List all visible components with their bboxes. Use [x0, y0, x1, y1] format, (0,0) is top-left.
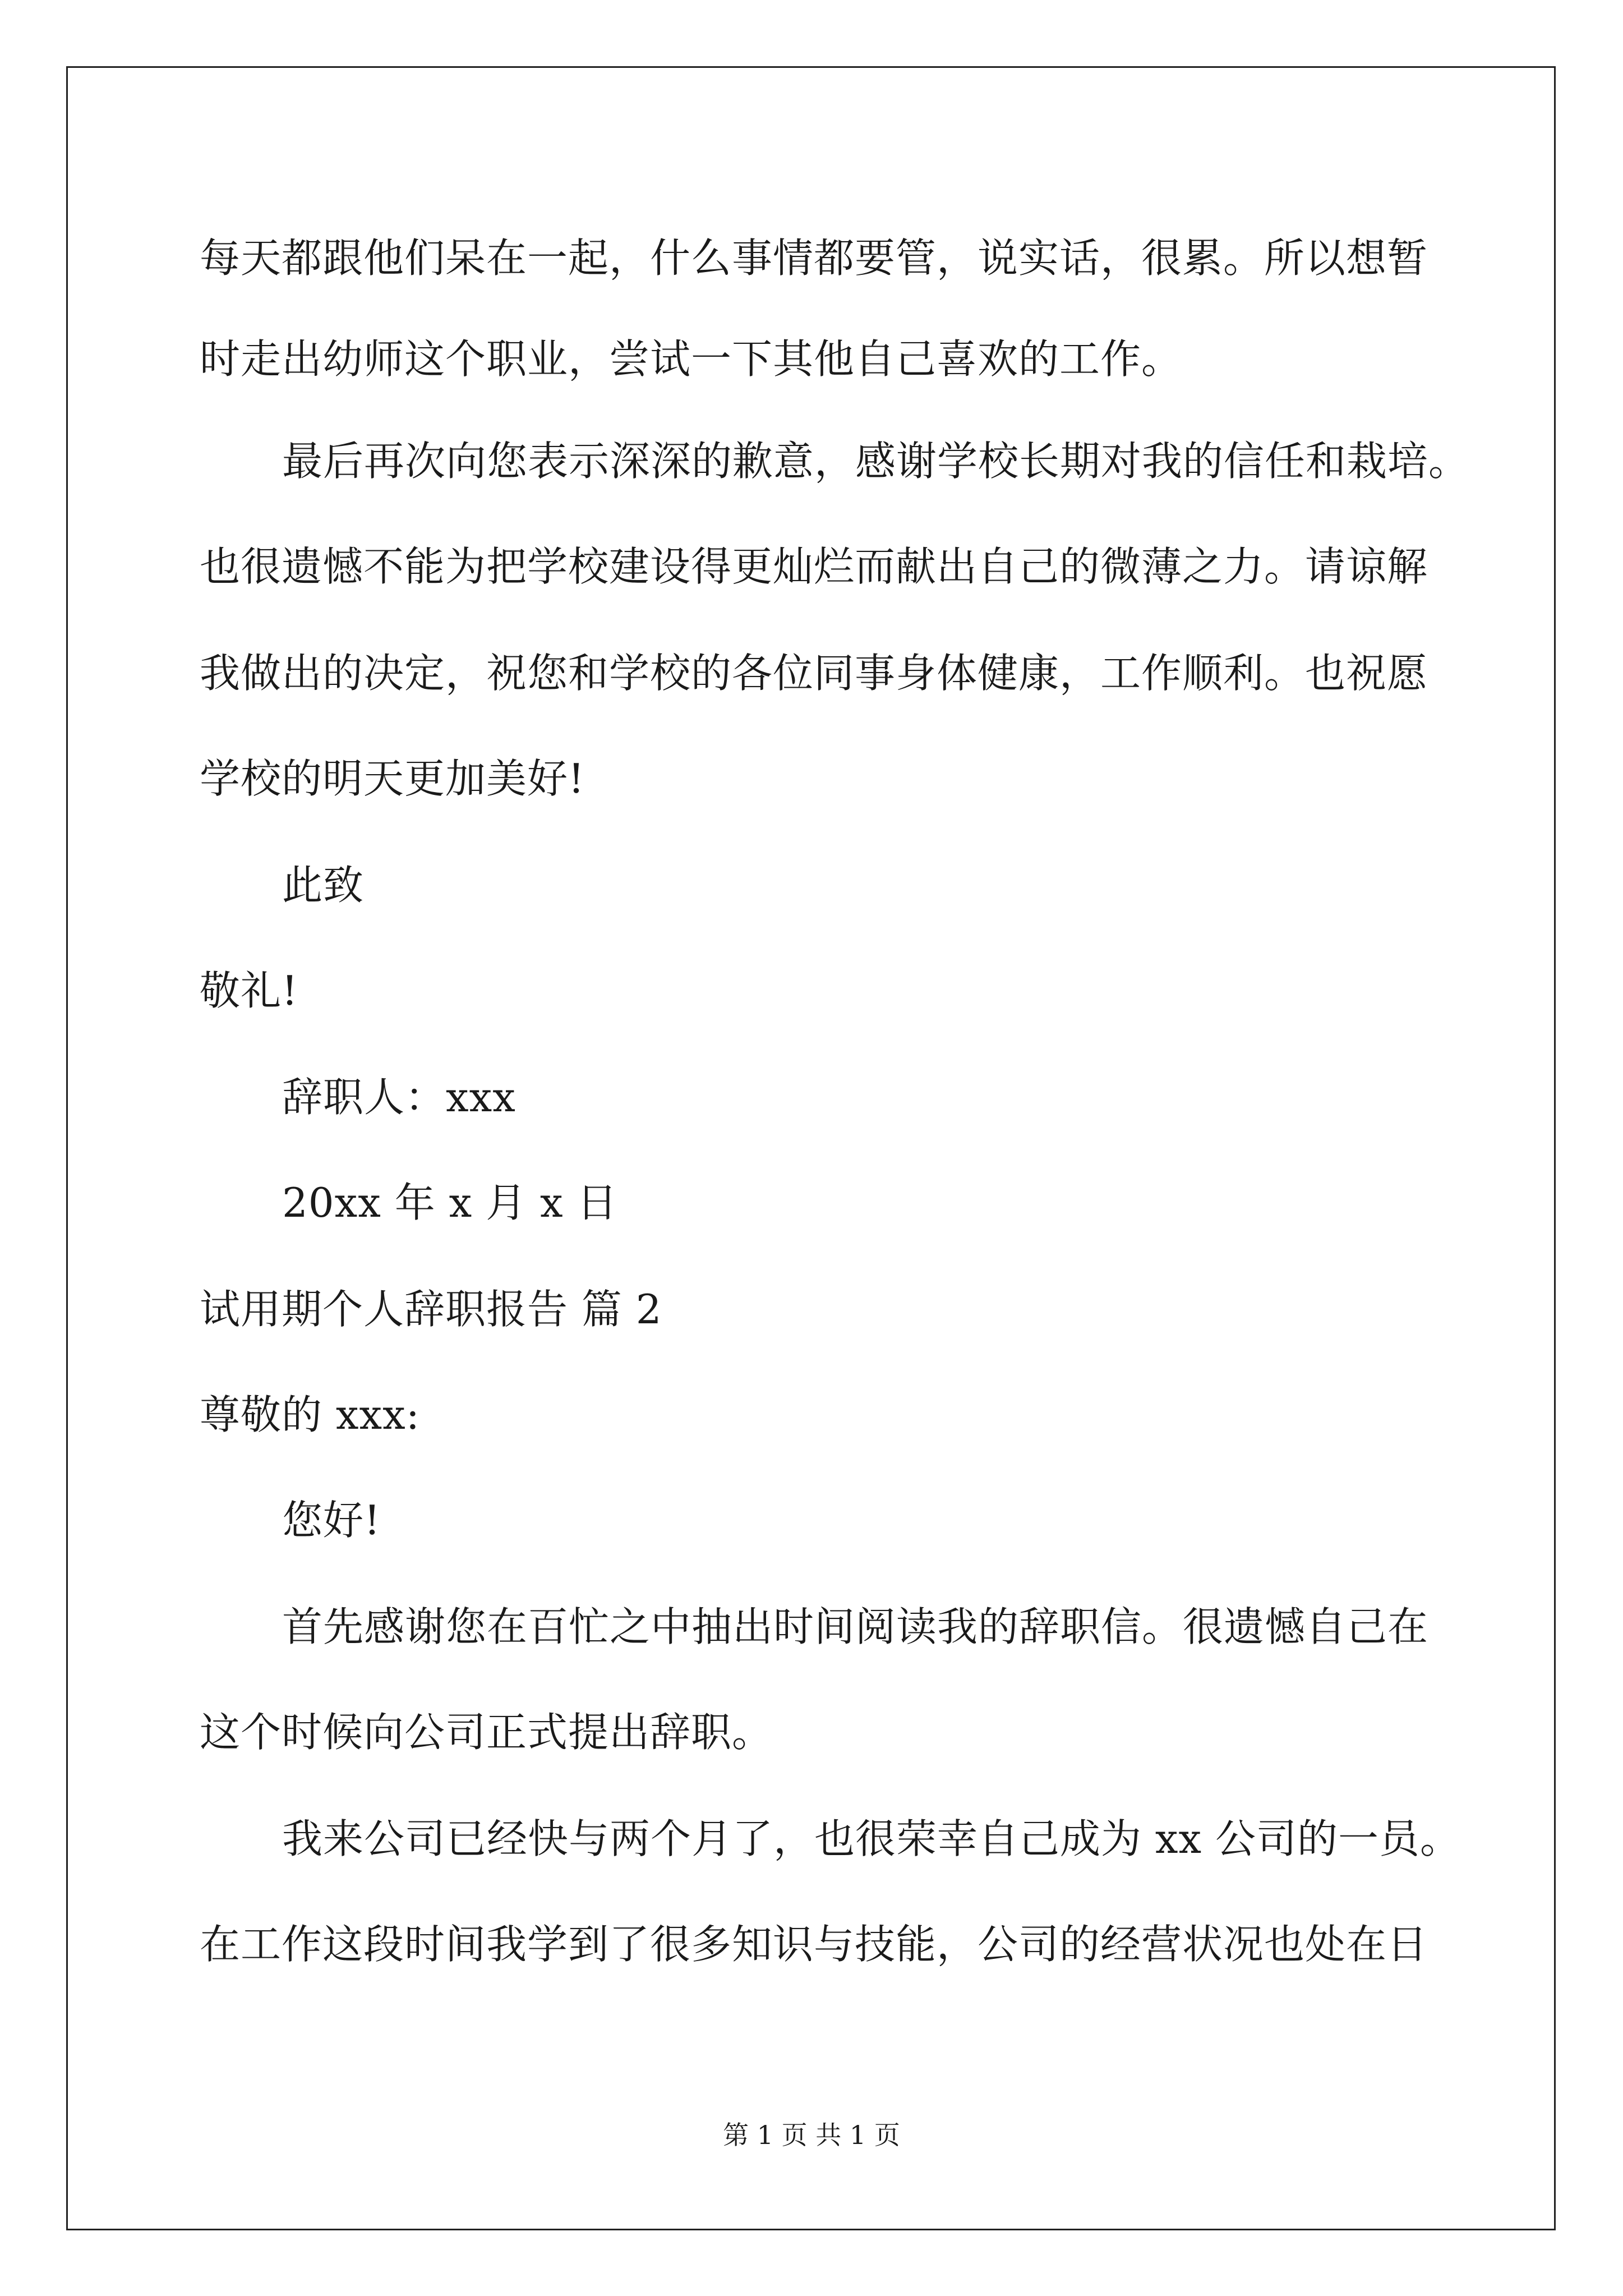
body-line: 首先感谢您在百忙之中抽出时间阅读我的辞职信。很遗憾自己在 — [282, 1603, 1429, 1650]
body-line: 我来公司已经快与两个月了，也很荣幸自己成为 xx 公司的一员。 — [282, 1815, 1461, 1862]
salutation-closing: 此致 — [282, 862, 365, 909]
greeting-addressee: 尊敬的 xxx: — [200, 1391, 420, 1438]
body-line: 学校的明天更加美好! — [200, 755, 585, 802]
body-line: 也很遗憾不能为把学校建设得更灿烂而献出自己的微薄之力。请谅解 — [200, 543, 1428, 590]
body-line: 每天都跟他们呆在一起，什么事情都要管，说实话，很累。所以想暂 — [200, 234, 1428, 282]
section-heading: 试用期个人辞职报告 篇 2 — [200, 1286, 662, 1333]
body-line: 我做出的决定，祝您和学校的各位同事身体健康，工作顺利。也祝愿 — [200, 650, 1428, 697]
salutation-regards: 敬礼! — [200, 967, 298, 1014]
body-line: 在工作这段时间我学到了很多知识与技能，公司的经营状况也处在日 — [200, 1921, 1428, 1968]
page-border — [66, 66, 1556, 2230]
page-number-footer: 第 1 页 共 1 页 — [723, 2120, 900, 2150]
body-line: 时走出幼师这个职业，尝试一下其他自己喜欢的工作。 — [200, 335, 1183, 383]
greeting: 您好! — [282, 1497, 381, 1544]
signature-date: 20xx 年 x 月 x 日 — [282, 1179, 618, 1226]
signature-name: 辞职人：xxx — [282, 1074, 516, 1121]
body-line: 这个时候向公司正式提出辞职。 — [200, 1709, 773, 1756]
body-line: 最后再次向您表示深深的歉意，感谢学校长期对我的信任和栽培。 — [282, 438, 1470, 485]
